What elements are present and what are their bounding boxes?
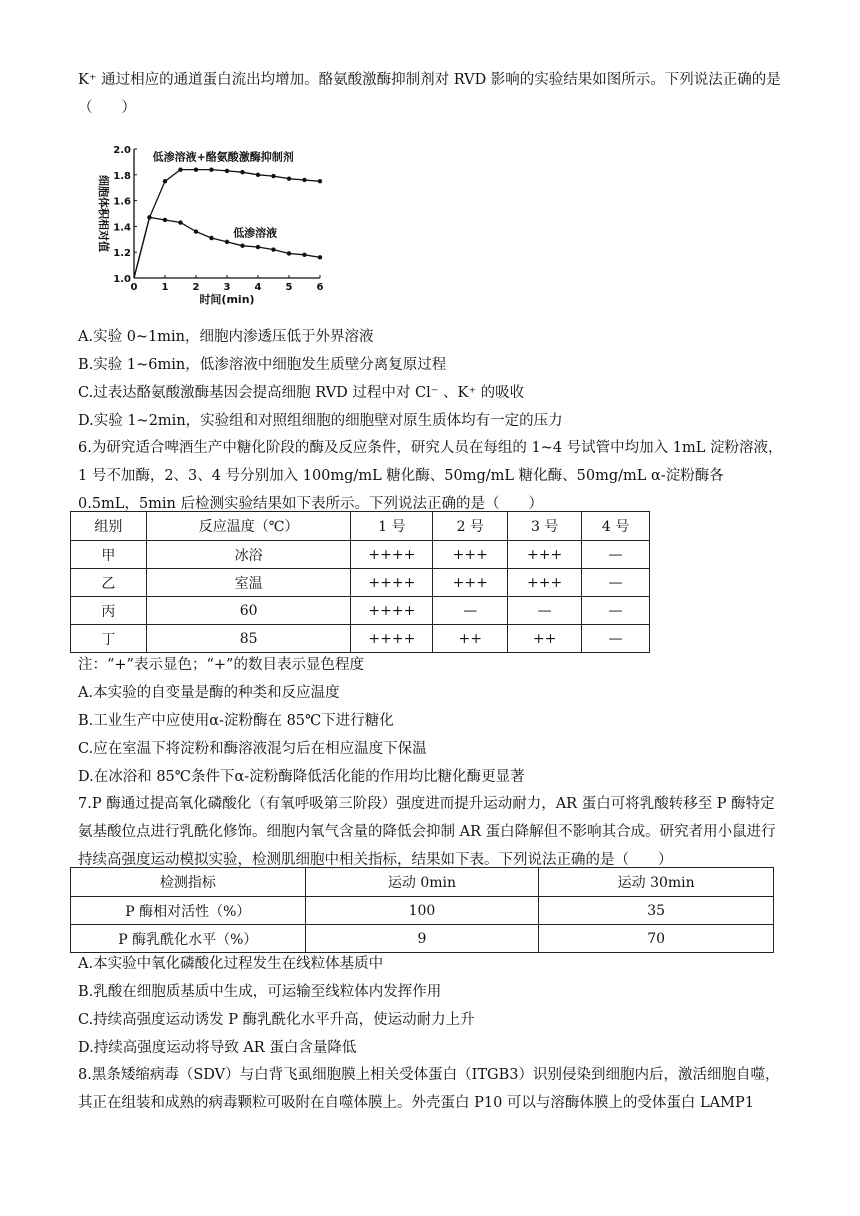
data-point bbox=[302, 253, 306, 257]
data-point bbox=[147, 215, 151, 219]
q6-option-d: D.在冰浴和 85℃条件下α-淀粉酶降低活化能的作用均比糖化酶更显著 bbox=[78, 769, 525, 785]
data-point bbox=[302, 178, 306, 182]
q6-table-cell: ++++ bbox=[351, 625, 433, 653]
q6-table-header-0: 组别 bbox=[71, 512, 147, 541]
table-row bbox=[71, 897, 774, 925]
series-label-inhibitor: 低渗溶液+酪氨酸激酶抑制剂 bbox=[152, 150, 294, 164]
y-tick-label: 1.4 bbox=[113, 222, 131, 234]
q7-table-cell: 70 bbox=[539, 925, 774, 953]
q6-table-cell: — bbox=[582, 569, 650, 597]
q6-note: 注：“+”表示显色；“+”的数目表示显色程度 bbox=[78, 657, 364, 673]
q6-table-header-3: 2 号 bbox=[433, 512, 508, 541]
data-point bbox=[287, 251, 291, 255]
q6-table-cell: — bbox=[582, 597, 650, 625]
q6-table-cell: 室温 bbox=[146, 569, 351, 597]
q6-table-cell: ++++ bbox=[351, 569, 433, 597]
y-tick-label: 1.0 bbox=[113, 274, 131, 285]
data-point bbox=[271, 174, 275, 178]
cell-volume-chart bbox=[92, 137, 342, 307]
q7-table-cell: P 酶相对活性（%） bbox=[71, 897, 306, 925]
q7-option-b: B.乳酸在细胞质基质中生成，可运输至线粒体内发挥作用 bbox=[78, 984, 442, 1000]
table-row bbox=[71, 597, 650, 625]
series-line-1 bbox=[134, 217, 320, 278]
y-tick-label: 1.2 bbox=[113, 248, 131, 260]
data-point bbox=[318, 255, 322, 259]
q7-table-cell: 35 bbox=[539, 897, 774, 925]
q7-table-header-0: 检测指标 bbox=[71, 868, 306, 897]
q5-option-a: A.实验 0~1min，细胞内渗透压低于外界溶液 bbox=[78, 329, 374, 345]
q5-option-b: B.实验 1~6min，低渗溶液中细胞发生质壁分离复原过程 bbox=[78, 357, 447, 373]
q6-table-cell: 丙 bbox=[71, 597, 147, 625]
q6-table-cell: — bbox=[582, 625, 650, 653]
intro-paragraph: K⁺ 通过相应的通道蛋白流出均增加。酪氨酸激酶抑制剂对 RVD 影响的实验结果如图所示。下列说法正确的是（ ） bbox=[78, 72, 781, 116]
q6-table-cell: 乙 bbox=[71, 569, 147, 597]
data-point bbox=[271, 247, 275, 251]
q6-table-cell: ++ bbox=[433, 625, 508, 653]
x-tick-label: 2 bbox=[192, 282, 200, 293]
table-row bbox=[71, 541, 650, 569]
y-tick-label: 1.6 bbox=[113, 196, 131, 208]
q6-table-header-5: 4 号 bbox=[582, 512, 650, 541]
data-point bbox=[209, 167, 213, 171]
q7-option-a: A.本实验中氧化磷酸化过程发生在线粒体基质中 bbox=[78, 956, 384, 972]
x-tick-label: 4 bbox=[254, 282, 262, 293]
q5-option-c: C.过表达酪氨酸激酶基因会提高细胞 RVD 过程中对 Cl⁻ 、K⁺ 的吸收 bbox=[78, 385, 525, 401]
q6-option-a: A.本实验的自变量是酶的种类和反应温度 bbox=[78, 685, 340, 701]
q6-table-cell: ++++ bbox=[351, 541, 433, 569]
q8-stem: 8.黑条矮缩病毒（SDV）与白背飞虱细胞膜上相关受体蛋白（ITGB3）识别侵染到细胞内后，激活细胞自噬，其正在组装和成熟的病毒颗粒可吸附在自噬体膜上。外壳蛋白 P10 可以与溶酶体膜上的受体蛋白 LAMP1 bbox=[78, 1067, 780, 1111]
x-tick-label: 3 bbox=[223, 282, 231, 293]
table-row bbox=[71, 925, 774, 953]
data-point bbox=[178, 220, 182, 224]
q6-table-cell: +++ bbox=[433, 569, 508, 597]
data-point bbox=[256, 245, 260, 249]
data-point bbox=[209, 236, 213, 240]
x-tick-label: 6 bbox=[316, 282, 324, 293]
chart-axes bbox=[134, 149, 320, 278]
x-tick-label: 0 bbox=[130, 282, 138, 293]
q6-table-cell: ++++ bbox=[351, 597, 433, 625]
q6-table-cell: +++ bbox=[508, 541, 582, 569]
q7-table-cell: 9 bbox=[305, 925, 539, 953]
x-tick-label: 1 bbox=[161, 282, 169, 293]
q7-table bbox=[70, 867, 774, 953]
q7-option-d: D.持续高强度运动将导致 AR 蛋白含量降低 bbox=[78, 1040, 357, 1056]
y-tick-label: 2.0 bbox=[113, 145, 131, 156]
y-axis-label: 细胞体积相对值 bbox=[97, 175, 110, 252]
data-point bbox=[225, 240, 229, 244]
data-point bbox=[240, 244, 244, 248]
data-point bbox=[318, 179, 322, 183]
q5-option-d: D.实验 1~2min，实验组和对照组细胞的细胞壁对原生质体均有一定的压力 bbox=[78, 413, 563, 429]
x-axis-label: 时间(min) bbox=[199, 293, 255, 306]
q6-table-header-2: 1 号 bbox=[351, 512, 433, 541]
q6-table-cell: +++ bbox=[508, 569, 582, 597]
data-point bbox=[256, 173, 260, 177]
q6-option-c: C.应在室温下将淀粉和酶溶液混匀后在相应温度下保温 bbox=[78, 741, 427, 757]
q6-table-cell: ++ bbox=[508, 625, 582, 653]
q7-stem: 7.P 酶通过提高氧化磷酸化（有氧呼吸第三阶段）强度进而提升运动耐力，AR 蛋白可将乳酸转移至 P 酶特定氨基酸位点进行乳酰化修饰。细胞内氧气含量的降低会抑制 AR 蛋白降解但不影响其合成。研究者用小鼠进行持续高强度运动模拟实验，检测肌细胞中相关指标，结果如下表。下列说法正确的是（ ） bbox=[78, 796, 776, 868]
data-point bbox=[225, 169, 229, 173]
data-point bbox=[163, 218, 167, 222]
table-row bbox=[71, 569, 650, 597]
y-tick-label: 1.8 bbox=[113, 170, 131, 182]
series-line-0 bbox=[134, 170, 320, 278]
chart-lines bbox=[134, 167, 322, 278]
q7-table-cell: P 酶乳酰化水平（%） bbox=[71, 925, 306, 953]
q7-table-header-2: 运动 30min bbox=[539, 868, 774, 897]
q6-table-header-1: 反应温度（℃） bbox=[146, 512, 351, 541]
q6-table bbox=[70, 511, 650, 653]
q6-table-header-4: 3 号 bbox=[508, 512, 582, 541]
series-label-hypotonic: 低渗溶液 bbox=[233, 226, 278, 240]
q6-table-cell: 丁 bbox=[71, 625, 147, 653]
q7-table-header-1: 运动 0min bbox=[305, 868, 539, 897]
q6-stem: 6.为研究适合啤酒生产中糖化阶段的酶及反应条件，研究人员在每组的 1~4 号试管中均加入 1mL 淀粉溶液，1 号不加酶，2、3、4 号分别加入 100mg/mL 糖化酶、50mg/mL 糖化酶、50mg/mL α-淀粉酶各 0.5mL，5min 后检测实验结果如下表所示。下列说法正确的是（ ） bbox=[78, 440, 783, 512]
q6-table-cell: +++ bbox=[433, 541, 508, 569]
data-point bbox=[163, 179, 167, 183]
q7-option-c: C.持续高强度运动诱发 P 酶乳酰化水平升高，使运动耐力上升 bbox=[78, 1012, 475, 1028]
chart-ticks bbox=[113, 145, 323, 293]
x-tick-label: 5 bbox=[285, 282, 293, 293]
q6-table-cell: — bbox=[433, 597, 508, 625]
q6-table-cell: — bbox=[508, 597, 582, 625]
q6-table-cell: 85 bbox=[146, 625, 351, 653]
data-point bbox=[287, 176, 291, 180]
table-row bbox=[71, 625, 650, 653]
q6-table-cell: — bbox=[582, 541, 650, 569]
q6-table-cell: 60 bbox=[146, 597, 351, 625]
q6-table-cell: 甲 bbox=[71, 541, 147, 569]
data-point bbox=[194, 167, 198, 171]
q6-option-b: B.工业生产中应使用α-淀粉酶在 85℃下进行糖化 bbox=[78, 713, 394, 729]
data-point bbox=[178, 167, 182, 171]
data-point bbox=[240, 170, 244, 174]
q6-table-cell: 冰浴 bbox=[146, 541, 351, 569]
data-point bbox=[194, 229, 198, 233]
q7-table-cell: 100 bbox=[305, 897, 539, 925]
